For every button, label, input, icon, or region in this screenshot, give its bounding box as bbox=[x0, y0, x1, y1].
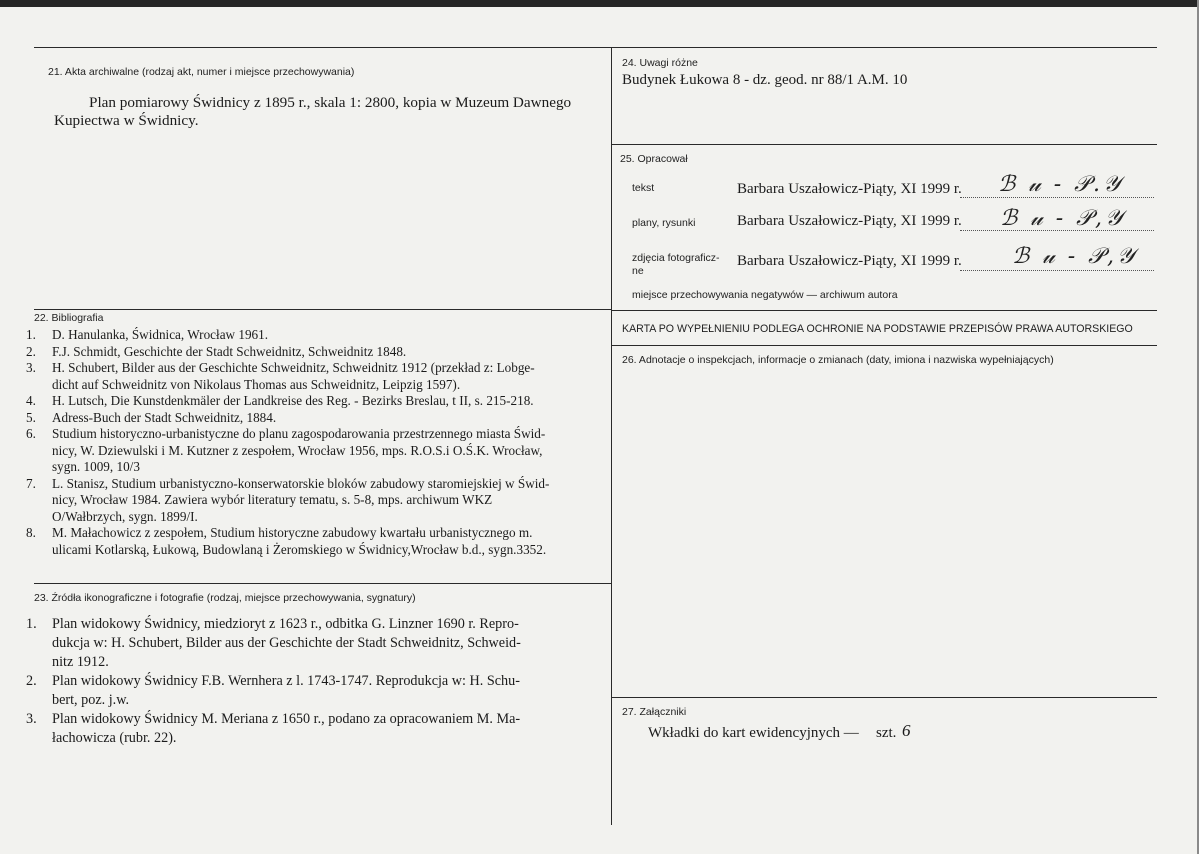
author-row-plans-label: plany, rysunki bbox=[632, 217, 696, 229]
bibliography-item-number: 8. bbox=[26, 525, 36, 540]
rule-26-27 bbox=[611, 697, 1157, 698]
bibliography-item-line: H. Lutsch, Die Kunstdenkmäler der Landkreise des Reg. - Bezirks Breslau, t II, s. 215-218. bbox=[52, 393, 534, 408]
bibliography-item-number: 7. bbox=[26, 475, 36, 491]
iconography-item-number: 2. bbox=[26, 673, 37, 689]
section-21-label: 21. Akta archiwalne (rodzaj akt, numer i miejsce przechowywania) bbox=[48, 66, 355, 78]
rule-21-22 bbox=[34, 309, 611, 310]
author-row-text-value: Barbara Uszałowicz-Piąty, XI 1999 r. bbox=[737, 181, 962, 197]
bibliography-item-line: M. Małachowicz z zespołem, Studium historyczne zabudowy kwartału urbanistycznego m. bbox=[52, 525, 533, 540]
bibliography-item-line: dicht auf Schweidnitz von Nikolaus Thomas aus Schweidnitz, Leipzig 1597). bbox=[52, 376, 461, 392]
author-row-photos-dotline bbox=[960, 270, 1154, 271]
negatives-location: miejsce przechowywania negatywów — archiwum autora bbox=[632, 289, 898, 301]
author-row-text-dotline bbox=[960, 197, 1154, 198]
section-24-text: Budynek Łukowa 8 - dz. geod. nr 88/1 A.M. 10 bbox=[622, 72, 908, 88]
iconography-item-line: łachowicza (rubr. 22). bbox=[52, 730, 177, 746]
bibliography-item-line: Studium historyczno-urbanistyczne do planu zagospodarowania przestrzennego miasta Świd- bbox=[52, 426, 546, 441]
bibliography-item bbox=[26, 360, 606, 393]
iconography-item-line: dukcja w: H. Schubert, Bilder aus der Geschichte der Stadt Schweidnitz, Schweid- bbox=[52, 635, 521, 651]
section-26-label: 26. Adnotacje o inspekcjach, informacje o zmianach (daty, imiona i nazwiska wypełniających) bbox=[622, 354, 1054, 366]
author-row-photos-label-2: ne bbox=[632, 265, 644, 277]
iconography-item-number: 1. bbox=[26, 616, 37, 632]
bibliography-item-number: 4. bbox=[26, 393, 36, 408]
rule-22-23 bbox=[34, 583, 611, 584]
bibliography-item-number: 1. bbox=[26, 327, 36, 342]
iconography-item-number: 3. bbox=[26, 711, 37, 727]
section-27-label: 27. Załączniki bbox=[622, 706, 687, 718]
iconography-item-line: Plan widokowy Świdnicy M. Meriana z 1650 r., podano za opracowaniem M. Ma- bbox=[52, 711, 521, 727]
iconography-item-line: bert, poz. j.w. bbox=[52, 692, 130, 708]
bibliography-item bbox=[26, 327, 606, 344]
author-row-photos-value: Barbara Uszałowicz-Piąty, XI 1999 r. bbox=[737, 253, 962, 269]
iconography-item bbox=[26, 710, 606, 748]
bibliography-item-line: O/Wałbrzych, sygn. 1899/I. bbox=[52, 508, 198, 524]
iconography-item-line: nitz 1912. bbox=[52, 654, 109, 670]
section-22-label: 22. Bibliografia bbox=[34, 312, 104, 324]
signature-1: ℬ 𝓊 - 𝒫.𝒴 bbox=[998, 172, 1124, 197]
section-27-count: 6 bbox=[902, 721, 911, 740]
rule-25-copyright bbox=[611, 310, 1157, 311]
bibliography-item-line: ulicami Kotlarską, Łukową, Budowlaną i Żeromskiego w Świdnicy,Wrocław b.d., sygn.3352. bbox=[52, 541, 547, 557]
scan-top-border bbox=[0, 0, 1199, 7]
bibliography-item bbox=[26, 525, 606, 558]
bibliography-item bbox=[26, 344, 606, 361]
bibliography-item-line: H. Schubert, Bilder aus der Geschichte Schweidnitz, Schweidnitz 1912 (przekład z: Lobge- bbox=[52, 360, 535, 375]
iconography-item-line: Plan widokowy Świdnicy F.B. Wernhera z l. 1743-1747. Reprodukcja w: H. Schu- bbox=[52, 673, 520, 689]
section-27-text: Wkładki do kart ewidencyjnych — bbox=[648, 725, 859, 741]
iconography-item bbox=[26, 615, 606, 672]
bibliography-item-line: Adress-Buch der Stadt Schweidnitz, 1884. bbox=[52, 409, 277, 425]
iconography-item-line: Plan widokowy Świdnicy, miedzioryt z 1623 r., odbitka G. Linzner 1690 r. Repro- bbox=[52, 616, 519, 632]
bibliography-item bbox=[26, 476, 606, 526]
bibliography-item-line: L. Stanisz, Studium urbanistyczno-konserwatorskie bloków zabudowy staromiejskiej w Świd- bbox=[52, 475, 550, 491]
section-24-label: 24. Uwagi różne bbox=[622, 57, 698, 69]
rule-copyright-26 bbox=[611, 345, 1157, 346]
bibliography-item-line: nicy, Wrocław 1984. Zawiera wybór literatury tematu, s. 5-8, mps. archiwum WKZ bbox=[52, 492, 493, 507]
top-rule bbox=[34, 47, 1157, 48]
signature-2: ℬ 𝓊 - 𝒫,𝒴 bbox=[1000, 206, 1126, 231]
bibliography-item-line: sygn. 1009, 10/3 bbox=[52, 459, 140, 474]
bibliography-item-number: 6. bbox=[26, 426, 36, 441]
rule-24-25 bbox=[611, 144, 1157, 145]
bibliography-item-line: D. Hanulanka, Świdnica, Wrocław 1961. bbox=[52, 327, 269, 342]
bibliography-item bbox=[26, 393, 606, 410]
section-25-label: 25. Opracował bbox=[620, 153, 688, 165]
center-divider bbox=[611, 47, 612, 825]
section-27-count-label: szt. bbox=[876, 725, 897, 741]
iconography-list bbox=[26, 615, 606, 748]
author-row-photos-label-1: zdjęcia fotograficz- bbox=[632, 252, 720, 264]
section-21-line-2: Kupiectwa w Świdnicy. bbox=[54, 112, 199, 129]
section-23-label: 23. Źródła ikonograficzne i fotografie (rodzaj, miejsce przechowywania, sygnatury) bbox=[34, 592, 416, 604]
bibliography-item bbox=[26, 426, 606, 476]
bibliography-item-number: 5. bbox=[26, 409, 36, 425]
author-row-plans-value: Barbara Uszałowicz-Piąty, XI 1999 r. bbox=[737, 213, 962, 229]
author-row-text-label: tekst bbox=[632, 182, 655, 194]
bibliography-item-line: nicy, W. Dziewulski i M. Kutzner z zespołem, Wrocław 1956, mps. R.O.S.i O.Ś.K. Wrocław, bbox=[52, 442, 543, 458]
bibliography-item bbox=[26, 410, 606, 427]
bibliography-item-number: 3. bbox=[26, 360, 36, 375]
section-21-line-1: Plan pomiarowy Świdnicy z 1895 r., skala 1: 2800, kopia w Muzeum Dawnego bbox=[89, 94, 572, 111]
bibliography-item-line: F.J. Schmidt, Geschichte der Stadt Schweidnitz, Schweidnitz 1848. bbox=[52, 343, 407, 359]
iconography-item bbox=[26, 672, 606, 710]
copyright-notice: KARTA PO WYPEŁNIENIU PODLEGA OCHRONIE NA PODSTAWIE PRZEPISÓW PRAWA AUTORSKIEGO bbox=[622, 323, 1133, 335]
bibliography-list bbox=[26, 327, 606, 558]
bibliography-item-number: 2. bbox=[26, 343, 36, 359]
signature-3: ℬ 𝓊 - 𝒫,𝒴 bbox=[1012, 244, 1138, 269]
